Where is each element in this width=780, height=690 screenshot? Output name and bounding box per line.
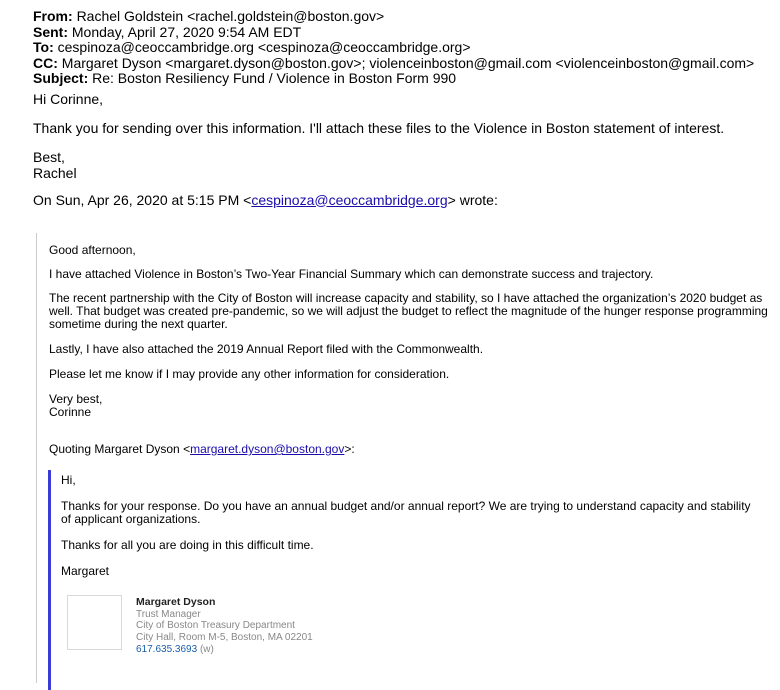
q2-greeting: Hi, <box>61 473 76 487</box>
sent-value: Monday, April 27, 2020 9:54 AM EDT <box>71 23 302 40</box>
email-header <box>33 9 773 87</box>
attribution-email-link[interactable]: cespinoza@ceoccambridge.org <box>251 191 448 208</box>
signature-address: City Hall, Room M-5, Boston, MA 02201 <box>136 631 313 643</box>
to-line <box>33 40 773 56</box>
signature-title: Trust Manager <box>136 608 201 620</box>
sent-line <box>33 25 773 41</box>
signature-phone-line <box>136 644 313 656</box>
reply-body: Thank you for sending over this information. I'll attach these files to the Violence in Boston statement of interest. <box>33 119 725 136</box>
subject-label: Subject: <box>33 70 89 86</box>
q2-paragraph-2: Thanks for all you are doing in this difficult time. <box>61 538 314 552</box>
q2-paragraph-1-line-2: of applicant organizations. <box>61 512 201 526</box>
attribution-suffix: > wrote: <box>447 191 498 208</box>
to-value: cespinoza@ceoccambridge.org <cespinoza@ceoccambridge.org> <box>57 39 471 55</box>
signature-logo-placeholder <box>67 595 122 650</box>
cc-line <box>33 56 773 72</box>
to-label: To: <box>33 39 54 55</box>
q1-paragraph-1: I have attached Violence in Boston’s Two-Year Financial Summary which can demonstrate success and trajectory. <box>49 267 654 281</box>
reply-closing: Best, <box>33 148 65 165</box>
q1-closing: Very best, <box>49 392 103 406</box>
signature-name: Margaret Dyson <box>136 596 216 608</box>
cc-value: Margaret Dyson <margaret.dyson@boston.gov>; violenceinboston@gmail.com <violenceinboston@gmail.com> <box>61 54 755 71</box>
from-line <box>33 9 773 25</box>
q1-paragraph-4: Please let me know if I may provide any other information for consideration. <box>49 367 450 381</box>
quoting-email-link[interactable]: margaret.dyson@boston.gov <box>190 442 345 456</box>
q1-paragraph-2-line-2: well. That budget was created pre-pandemic, so we will adjust the budget to reflect the magnitude of the hunger response programming <box>49 304 768 318</box>
email-page <box>33 9 773 208</box>
q2-paragraph-1 <box>61 500 780 526</box>
quote-attribution <box>33 192 773 208</box>
q1-greeting: Good afternoon, <box>49 243 136 257</box>
subject-value: Re: Boston Resiliency Fund / Violence in Boston Form 990 <box>92 70 457 86</box>
email-signature <box>67 595 487 665</box>
signature-phone-type: (w) <box>199 644 214 655</box>
reply-greeting: Hi Corinne, <box>33 90 104 107</box>
q2-signer: Margaret <box>61 564 110 578</box>
q1-paragraph-2-line-3: sometime during the next quarter. <box>49 317 228 331</box>
sent-label: Sent: <box>33 23 68 40</box>
q1-signer: Corinne <box>49 405 92 419</box>
signature-department: City of Boston Treasury Department <box>136 620 295 631</box>
signature-phone[interactable]: 617.635.3693 <box>136 644 198 655</box>
quoted-message-margaret <box>48 470 780 690</box>
cc-label: CC: <box>33 54 58 71</box>
q1-paragraph-2-line-1: The recent partnership with the City of Boston will increase capacity and stability, so I have attached the organization’s 2020 budget as <box>49 291 763 305</box>
quoting-prefix: Quoting Margaret Dyson < <box>49 442 191 456</box>
subject-line <box>33 71 773 87</box>
quoting-suffix: >: <box>344 442 355 456</box>
reply-signer: Rachel <box>33 164 77 181</box>
q2-paragraph-1-line-1: Thanks for your response. Do you have an annual budget and/or annual report? We are trying to understand capacity and stability <box>61 499 751 513</box>
q1-quoting-line <box>49 443 780 456</box>
q1-paragraph-2 <box>49 292 780 331</box>
attribution-prefix: On Sun, Apr 26, 2020 at 5:15 PM < <box>33 191 252 208</box>
from-label: From: <box>33 8 73 24</box>
signature-text <box>136 597 313 656</box>
from-value: Rachel Goldstein <rachel.goldstein@boston.gov> <box>76 8 385 24</box>
q1-paragraph-3: Lastly, I have also attached the 2019 Annual Report filed with the Commonwealth. <box>49 342 484 356</box>
